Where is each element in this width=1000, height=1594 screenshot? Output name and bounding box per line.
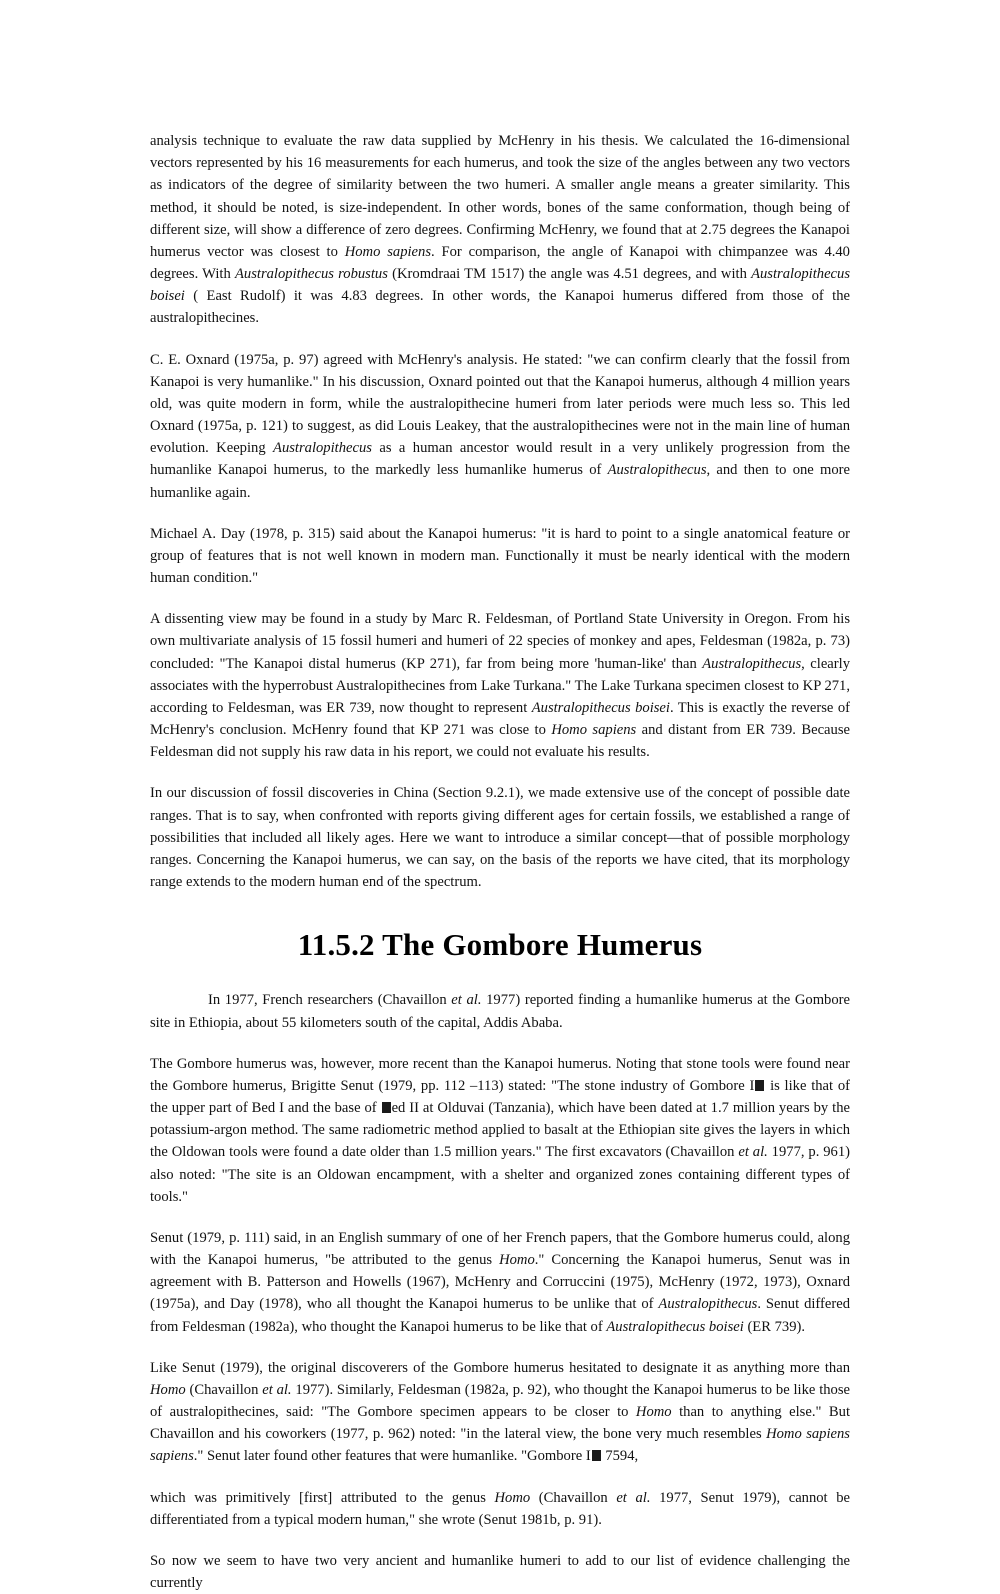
body-paragraph: So now we seem to have two very ancient and humanlike humeri to add to our list of evidence challenging the currently bbox=[150, 1552, 850, 1592]
section-heading: 11.5.2 The Gombore Humerus bbox=[297, 927, 703, 963]
body-paragraph: Michael A. Day (1978, p. 315) said about the Kanapoi humerus: "it is hard to point to a single anatomical feature or group of features that is not well known in modern man. Functionally it must be nearly identical with the modern human condition." bbox=[150, 525, 850, 587]
body-paragraph: In our discussion of fossil discoveries in China (Section 9.2.1), we made extensive use of the concept of possible date ranges. That is to say, when confronted with reports giving different ages for certain fossils, we established a range of possibilities that included all likely ages. Here we want to introduce a similar concept—that of possible morphology ranges. Concerning the Kanapoi humerus, we can say, on the basis of the reports we have cited, that its morphology range extends to the modern human end of the spectrum. bbox=[150, 785, 850, 891]
body-paragraph: C. E. Oxnard (1975a, p. 97) agreed with McHenry's analysis. He stated: "we can confirm clearly that the fossil from Kanapoi is very humanlike." In his discussion, Oxnard pointed out that the Kanapoi humerus, although 4 million years old, was quite modern in form, while the australopithecine humeri from later periods were much less so. This led Oxnard (1975a, p. 121) to suggest, as did Louis Leakey, that the australopithecines were not in the main line of human evolution. Keeping Australopithecus as a human ancestor would result in a very unlikely progression from the humanlike Kanapoi humerus, to the markedly less humanlike humerus of Australopithecus, and then to one more humanlike again. bbox=[150, 351, 850, 501]
body-paragraph: The Gombore humerus was, however, more recent than the Kanapoi humerus. Noting that stone tools were found near the Gombore humerus, Brigitte Senut (1979, pp. 112 –113) stated: "The stone industry of Gombore I is like that of the upper part of Bed I and the base of ed II at Olduvai (Tanzania), which have been dated at 1.7 million years by the potassium-argon method. The same radiometric method applied to basalt at the Ethiopian site gives the layers in which the Oldowan tools were found a date older than 1.5 million years." The first excavators (Chavaillon et al. 1977, p. 961) also noted: "The site is an Oldowan encampment, with a shelter and organized zones containing different types of tools." bbox=[150, 1055, 850, 1205]
body-paragraph: A dissenting view may be found in a study by Marc R. Feldesman, of Portland State University in Oregon. From his own multivariate analysis of 15 fossil humeri and humeri of 22 species of monkey and apes, Feldesman (1982a, p. 73) concluded: "The Kanapoi distal humerus (KP 271), far from being more 'human-like' than Australopithecus, clearly associates with the hyperrobust Australopithecines from Lake Turkana." The Lake Turkana specimen closest to KP 271, according to Feldesman, was ER 739, now thought to represent Australopithecus boisei. This is exactly the reverse of McHenry's conclusion. McHenry found that KP 271 was close to Homo sapiens and distant from ER 739. Because Feldesman did not supply his raw data in his report, we could not evaluate his results. bbox=[150, 611, 850, 761]
body-paragraph: Senut (1979, p. 111) said, in an English summary of one of her French papers, that the Gombore humerus could, along with the Kanapoi humerus, "be attributed to the genus Homo." Concerning the Kanapoi humerus, Senut was in agreement with B. Patterson and Howells (1967), McHenry and Corruccini (1975), McHenry (1972, 1973), Oxnard (1975a), and Day (1978), who all thought the Kanapoi humerus to be unlike that of Australopithecus. Senut differed from Feldesman (1982a), who thought the Kanapoi humerus to be like that of Australopithecus boisei (ER 739). bbox=[150, 1229, 851, 1335]
body-paragraph: which was primitively [first] attributed to the genus Homo (Chavaillon et al. 1977, Senut 1979), cannot be differentiated from a typical modern human," she wrote (Senut 1981b, p. 91). bbox=[150, 1489, 850, 1528]
body-paragraph: Like Senut (1979), the original discoverers of the Gombore humerus hesitated to designate it as anything more than Homo (Chavaillon et al. 1977). Similarly, Feldesman (1982a, p. 92), who thought the Kanapoi humerus to be like those of australopithecines, said: "The Gombore specimen appears to be closer to Homo than to anything else." But Chavaillon and his coworkers (1977, p. 962) noted: "in the lateral view, the bone very much resembles Homo sapiens sapiens." Senut later found other features that were humanlike. "Gombore I 7594, bbox=[150, 1359, 850, 1465]
body-paragraph: analysis technique to evaluate the raw data supplied by McHenry in his thesis. We calculated the 16-dimensional vectors represented by his 16 measurements for each humerus, and took the size of the angles between any two vectors as indicators of the degree of similarity between the two humeri. A smaller angle means a greater similarity. This method, it should be noted, is size-independent. In other words, bones of the same conformation, though being of different size, will show a difference of zero degrees. Confirming McHenry, we found that at 2.75 degrees the Kanapoi humerus vector was closest to Homo sapiens. For comparison, the angle of Kanapoi with chimpanzee was 4.40 degrees. With Australopithecus robustus (Kromdraai TM 1517) the angle was 4.51 degrees, and with Australopithecus boisei ( East Rudolf) it was 4.83 degrees. In other words, the Kanapoi humerus differed from those of the australopithecines. bbox=[150, 133, 851, 327]
body-paragraph: In 1977, French researchers (Chavaillon et al. 1977) reported finding a humanlike humerus at the Gombore site in Ethiopia, about 55 kilometers south of the capital, Addis Ababa. bbox=[150, 992, 850, 1031]
